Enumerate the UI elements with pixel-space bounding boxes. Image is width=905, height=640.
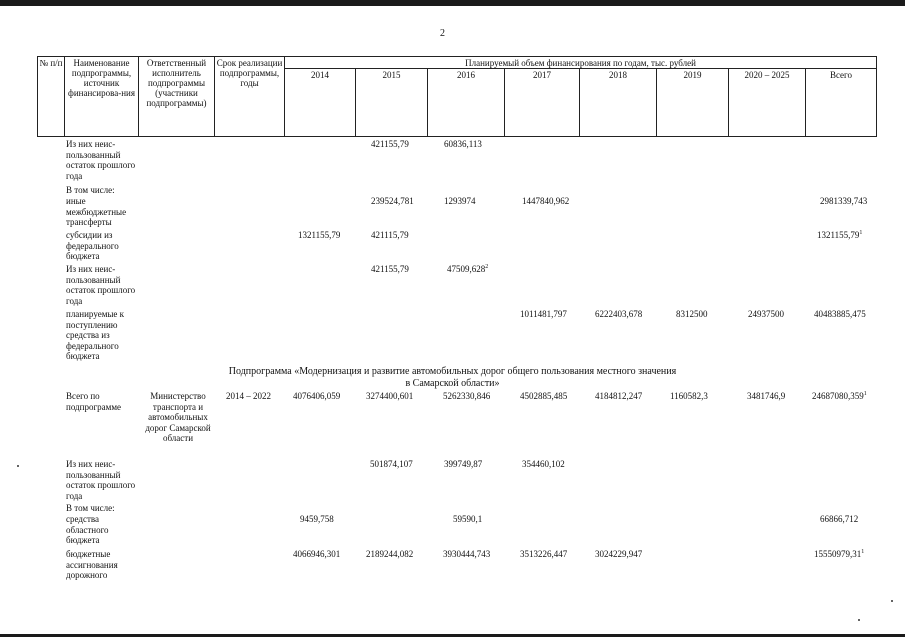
- cell-2014: 1321155,79: [298, 230, 341, 240]
- cell-2018: 6222403,678: [595, 309, 643, 319]
- cell-2018: 3024229,947: [595, 549, 643, 559]
- row-label: В том числе:: [66, 503, 115, 513]
- row-label: бюджетные ассигнования дорожного: [66, 549, 118, 580]
- header-year: 2014: [311, 70, 329, 80]
- header-year: 2020 – 2025: [744, 70, 790, 80]
- cell-2016: [447, 264, 488, 274]
- header-year: 2015: [382, 70, 401, 80]
- row-label: иные межбюджетные трансферты: [66, 196, 127, 227]
- cell-2016: 5262330,846: [443, 391, 491, 401]
- row-label: субсидии из федерального бюджета: [66, 230, 119, 261]
- header-year: 2017: [533, 70, 551, 80]
- subprogram-title-line2: в Самарской области»: [405, 378, 500, 389]
- row-label: Всего по подпрограмме: [66, 391, 122, 412]
- row-label: средства областного бюджета: [66, 514, 109, 545]
- cell-2015: 3274400,601: [366, 391, 414, 401]
- cell-2015: 2189244,082: [366, 549, 414, 559]
- cell-2017: 4502885,485: [520, 391, 568, 401]
- cell-2017: 354460,102: [522, 459, 565, 469]
- scan-speck: [17, 465, 19, 467]
- header-name: Наименование подпрограммы, источник финансирова-ния: [68, 58, 135, 98]
- cell-2015: 421115,79: [371, 230, 409, 240]
- header-year: 2019: [683, 70, 702, 80]
- cell-2016: 3930444,743: [443, 549, 491, 559]
- grid-line: [37, 56, 38, 137]
- cell-2018: 4184812,247: [595, 391, 643, 401]
- header-number: № п/п: [39, 58, 63, 68]
- cell-2015: 421155,79: [371, 139, 409, 149]
- cell-2014: 4076406,059: [293, 391, 341, 401]
- responsible-executor: Министерство транспорта и автомобильных дорог Самарской области: [145, 391, 211, 443]
- grid-line: [37, 136, 877, 137]
- cell-total: 2981339,743: [820, 196, 868, 206]
- row-label: Из них неис-пользованный остаток прошлого года: [66, 459, 136, 501]
- cell-2017: 1447840,962: [522, 196, 570, 206]
- scan-speck: [891, 600, 893, 602]
- total-value: 24687080,359: [812, 391, 864, 401]
- cell-2016: 59590,1: [453, 514, 483, 524]
- cell-total: 40483885,475: [814, 309, 866, 319]
- cell-total: [814, 549, 864, 559]
- cell-total: [812, 391, 867, 401]
- header-responsible: Ответственный исполнитель подпрограммы (участники подпрограммы): [146, 58, 207, 108]
- cell-2014: 9459,758: [300, 514, 334, 524]
- footnote-mark: 1: [859, 230, 863, 236]
- cell-2015: 239524,781: [371, 196, 414, 206]
- row-label: В том числе:: [66, 185, 115, 195]
- header-total: Всего: [829, 70, 853, 80]
- top-border: [0, 0, 905, 6]
- scan-speck: [858, 619, 860, 621]
- cell-term: 2014 – 2022: [226, 391, 271, 401]
- cell-2019: 1160582,3: [670, 391, 708, 401]
- footnote-mark: 1: [863, 391, 867, 397]
- cell-2017: 1011481,797: [520, 309, 567, 319]
- cell-2020-2025: 24937500: [748, 309, 784, 319]
- value-2016: 47509,628: [447, 264, 486, 274]
- cell-2016: 1293974: [444, 196, 476, 206]
- grid-line: [284, 56, 285, 137]
- grid-line: [876, 56, 877, 137]
- header-year: 2016: [457, 70, 475, 80]
- bottom-border: [0, 634, 905, 637]
- cell-2019: 8312500: [676, 309, 708, 319]
- header-term: Срок реализации подпрограммы, годы: [216, 58, 283, 88]
- cell-2016: 399749,87: [444, 459, 483, 469]
- row-label: планируемые к поступлению средства из федерального бюджета: [66, 309, 125, 361]
- row-label: Из них неис-пользованный остаток прошлого года: [66, 139, 136, 181]
- subprogram-title-line1: Подпрограмма «Модернизация и развитие автомобильных дорог общего пользования местного значения: [228, 366, 677, 377]
- cell-2015: 501874,107: [370, 459, 413, 469]
- page-number: 2: [440, 28, 445, 39]
- cell-2015: 421155,79: [371, 264, 409, 274]
- total-value: 15550979,31: [814, 549, 862, 559]
- cell-2020-2025: 3481746,9: [747, 391, 786, 401]
- cell-2014: 4066946,301: [293, 549, 341, 559]
- footnote-mark: 1: [861, 549, 865, 555]
- header-financing-group: Планируемый объем финансирования по годам, тыс. рублей: [465, 58, 696, 68]
- header-year: 2018: [609, 70, 627, 80]
- row-label: Из них неис-пользованный остаток прошлого года: [66, 264, 136, 306]
- cell-total: [817, 230, 862, 240]
- cell-2016: 60836,113: [444, 139, 482, 149]
- footnote-mark: 2: [485, 264, 489, 270]
- cell-total: 66866,712: [820, 514, 859, 524]
- total-value: 1321155,79: [817, 230, 860, 240]
- grid-line: [37, 56, 877, 57]
- grid-line: [285, 68, 877, 69]
- table-header: [37, 56, 877, 137]
- cell-2017: 3513226,447: [520, 549, 568, 559]
